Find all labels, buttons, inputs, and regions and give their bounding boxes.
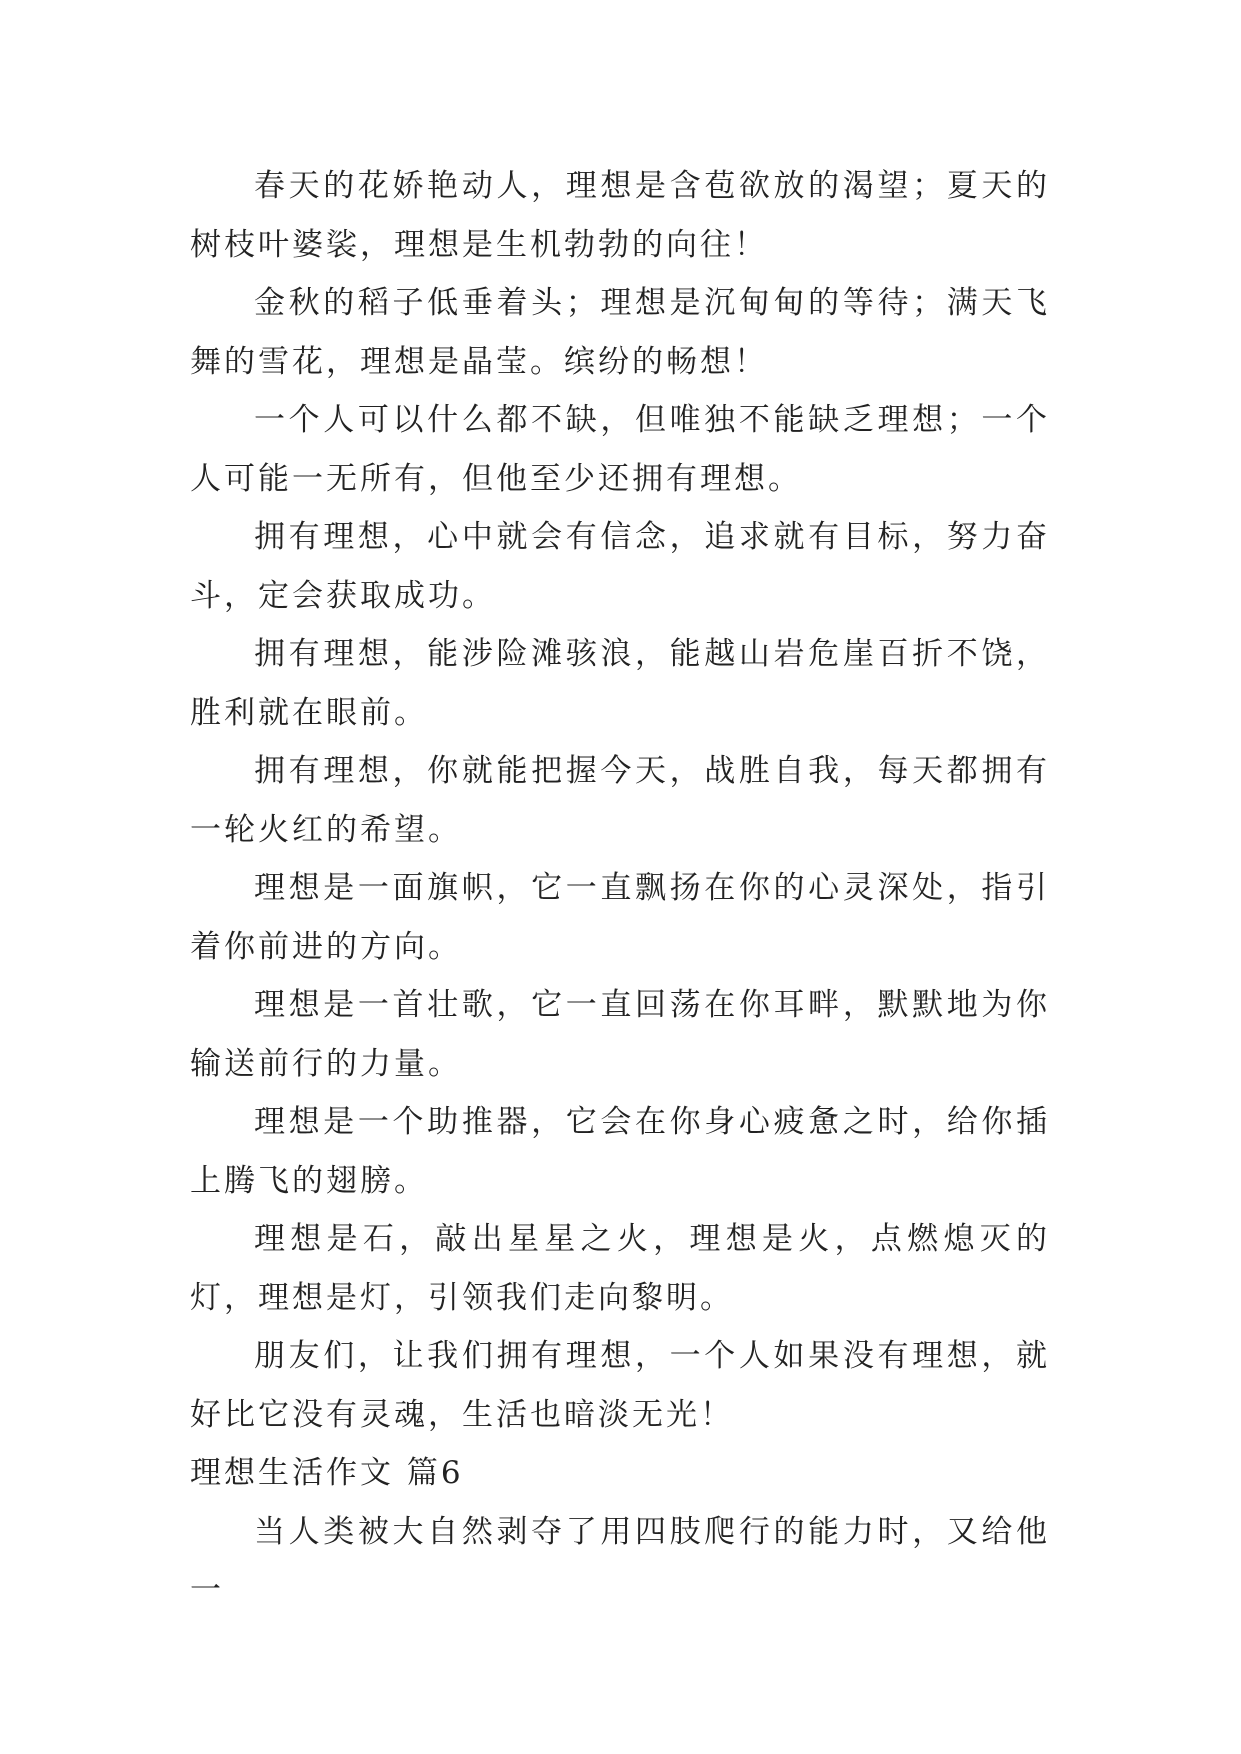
paragraph: 理想是一面旗帜，它一直飘扬在你的心灵深处，指引着你前进的方向。 xyxy=(190,870,1050,965)
paragraph: 理想是一个助推器，它会在你身心疲惫之时，给你插上腾飞的翅膀。 xyxy=(190,1104,1050,1199)
paragraph: 拥有理想，心中就会有信念，追求就有目标，努力奋斗，定会获取成功。 xyxy=(190,519,1050,614)
paragraph: 当人类被大自然剥夺了用四肢爬行的能力时，又给他一 xyxy=(190,1513,1050,1608)
paragraph: 金秋的稻子低垂着头；理想是沉甸甸的等待；满天飞舞的雪花，理想是晶莹。缤纷的畅想！ xyxy=(190,285,1050,380)
paragraph: 一个人可以什么都不缺，但唯独不能缺乏理想；一个人可能一无所有，但他至少还拥有理想。 xyxy=(190,402,1050,497)
paragraph: 理想是石，敲出星星之火，理想是火，点燃熄灭的灯，理想是灯，引领我们走向黎明。 xyxy=(190,1221,1050,1316)
document-body xyxy=(190,157,1050,1620)
paragraph: 拥有理想，能涉险滩骇浪，能越山岩危崖百折不饶，胜利就在眼前。 xyxy=(190,636,1050,731)
paragraph: 春天的花娇艳动人，理想是含苞欲放的渴望；夏天的树枝叶婆裟，理想是生机勃勃的向往！ xyxy=(190,168,1050,263)
paragraph: 朋友们，让我们拥有理想，一个人如果没有理想，就好比它没有灵魂，生活也暗淡无光！ xyxy=(190,1338,1050,1433)
section-heading: 理想生活作文 篇6 xyxy=(190,1455,464,1491)
paragraph: 理想是一首壮歌，它一直回荡在你耳畔，默默地为你输送前行的力量。 xyxy=(190,987,1050,1082)
paragraph: 拥有理想，你就能把握今天，战胜自我，每天都拥有一轮火红的希望。 xyxy=(190,753,1050,848)
